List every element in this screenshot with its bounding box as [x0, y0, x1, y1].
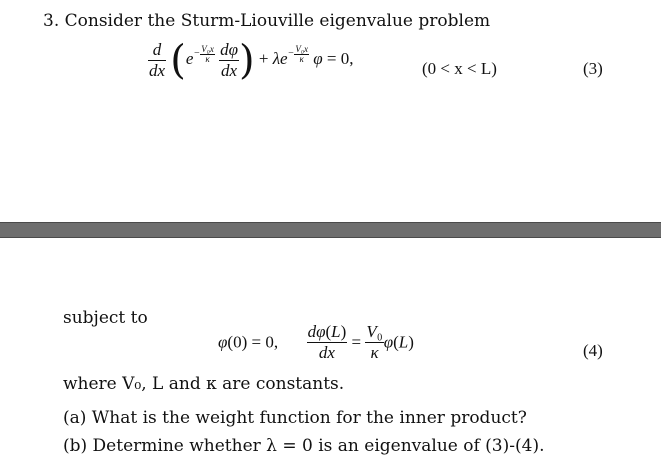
equation-3-tag: (3)	[583, 59, 603, 78]
v0-over-kappa: $\frac{\text{V₀}}{\kappa}$	[366, 322, 383, 362]
problem-number: 3.	[43, 11, 60, 31]
domain-condition: (0 < x < L)	[422, 59, 497, 78]
dphi-L-dx: $\frac{d\varphi(L)}{dx}$	[307, 322, 347, 362]
equation-4: φ(0) = 0, $\frac{d\varphi(L)}{dx}$ = $\frac{\text{V₀}}{\kappa}$ φ(L)	[218, 322, 414, 362]
close-paren: )	[238, 37, 255, 84]
problem-heading	[43, 11, 490, 31]
constants-note: where V₀, L and κ are constants.	[63, 374, 345, 394]
open-paren: (	[170, 37, 186, 84]
equation-4-tag: (4)	[583, 341, 603, 360]
lambda-term: + $\lambda e^{- \frac{\text{V₀x}}{\kappa}}$ φ = 0,	[258, 43, 354, 69]
subject-to-label: subject to	[63, 308, 148, 328]
derivative-operator: $\frac{d}{dx}$	[149, 40, 166, 80]
question-a: (a) What is the weight function for the inner product?	[63, 408, 527, 428]
bc-left: φ(0) = 0,	[218, 332, 279, 352]
section-divider	[0, 222, 661, 238]
question-b: (b) Determine whether λ = 0 is an eigenvalue of (3)-(4).	[63, 436, 545, 456]
equation-3	[148, 37, 354, 84]
exp-term: $e^{- \frac{\text{V₀x}}{\kappa}}$	[185, 43, 214, 69]
problem-intro: Consider the Sturm-Liouville eigenvalue problem	[64, 11, 491, 31]
dphi-dx: $\frac{d\varphi}{dx}$	[220, 40, 238, 80]
